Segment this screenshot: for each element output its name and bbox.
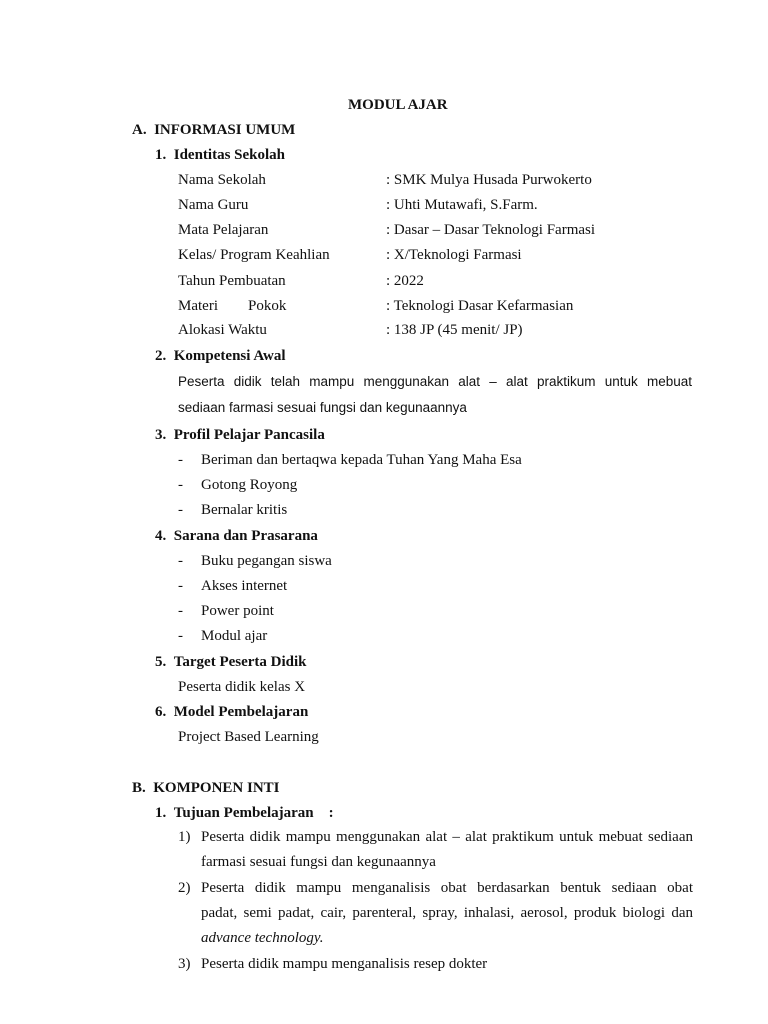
sarana-prasarana-heading: 4. Sarana dan Prasarana — [155, 528, 318, 544]
kompetensi-awal-text-line: Peserta didik telah mampu menggunakan alat – alat praktikum untuk mebuat — [178, 374, 692, 389]
bullet-dash: - — [178, 578, 183, 594]
objective-line: Peserta didik mampu menganalisis obat berdasarkan bentuk sediaan obat — [201, 880, 693, 896]
identity-value: : X/Teknologi Farmasi — [386, 247, 522, 263]
objective-line: farmasi sesuai fungsi dan kegunaannya — [201, 854, 436, 870]
profil-pelajar-heading: 3. Profil Pelajar Pancasila — [155, 427, 325, 443]
objective-number: 1) — [178, 829, 191, 845]
identity-label: Mata Pelajaran — [178, 222, 269, 238]
list-item: Buku pegangan siswa — [201, 553, 332, 569]
objective-line: Peserta didik mampu menganalisis resep dokter — [201, 956, 488, 972]
bullet-dash: - — [178, 628, 183, 644]
identitas-sekolah-heading: 1. Identitas Sekolah — [155, 147, 286, 163]
bullet-dash: - — [178, 502, 183, 518]
kompetensi-awal-heading: 2. Kompetensi Awal — [155, 348, 286, 364]
identity-value: : Uhti Mutawafi, S.Farm. — [386, 197, 538, 213]
identity-value: : 2022 — [386, 273, 424, 289]
identity-label: Nama Guru — [178, 197, 249, 213]
identity-value: : 138 JP (45 menit/ JP) — [386, 322, 523, 338]
list-item: Beriman dan bertaqwa kepada Tuhan Yang Maha Esa — [201, 452, 522, 468]
identity-label: Alokasi Waktu — [178, 322, 267, 338]
bullet-dash: - — [178, 452, 183, 468]
identity-label: Nama Sekolah — [178, 172, 266, 188]
bullet-dash: - — [178, 477, 183, 493]
list-item: Akses internet — [201, 578, 288, 594]
model-pembelajaran-text: Project Based Learning — [178, 729, 319, 745]
bullet-dash: - — [178, 603, 183, 619]
section-a-heading: A. INFORMASI UMUM — [132, 122, 296, 138]
list-item: Gotong Royong — [201, 477, 298, 493]
objective-number: 2) — [178, 880, 191, 896]
identity-label: Materi Pokok — [178, 298, 287, 314]
section-b-heading: B. KOMPONEN INTI — [132, 780, 280, 796]
kompetensi-awal-text-line: sediaan farmasi sesuai fungsi dan kegunaannya — [178, 400, 467, 415]
objective-number: 3) — [178, 956, 191, 972]
identity-label: Tahun Pembuatan — [178, 273, 286, 289]
objective-line: padat, semi padat, cair, parenteral, spray, inhalasi, aerosol, produk biologi dan — [201, 905, 693, 921]
document-title: MODUL AJAR — [348, 97, 448, 113]
target-peserta-heading: 5. Target Peserta Didik — [155, 654, 307, 670]
objective-line: advance technology. — [201, 930, 324, 946]
list-item: Bernalar kritis — [201, 502, 288, 518]
identity-value: : Teknologi Dasar Kefarmasian — [386, 298, 574, 314]
list-item: Modul ajar — [201, 628, 268, 644]
list-item: Power point — [201, 603, 274, 619]
target-peserta-text: Peserta didik kelas X — [178, 679, 306, 695]
objective-line: Peserta didik mampu menggunakan alat – alat praktikum untuk mebuat sediaan — [201, 829, 693, 845]
model-pembelajaran-heading: 6. Model Pembelajaran — [155, 704, 309, 720]
identity-value: : SMK Mulya Husada Purwokerto — [386, 172, 592, 188]
identity-value: : Dasar – Dasar Teknologi Farmasi — [386, 222, 596, 238]
tujuan-pembelajaran-heading: 1. Tujuan Pembelajaran : — [155, 805, 334, 821]
bullet-dash: - — [178, 553, 183, 569]
identity-label: Kelas/ Program Keahlian — [178, 247, 330, 263]
